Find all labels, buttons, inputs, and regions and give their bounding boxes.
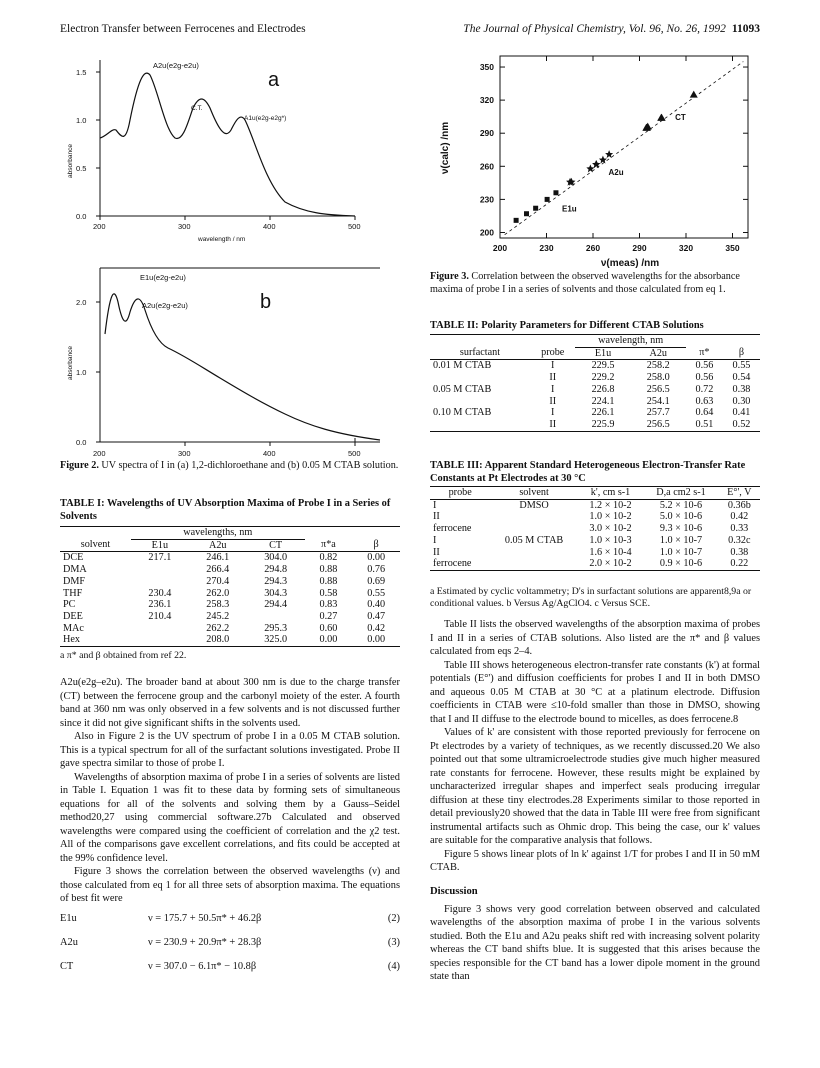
table-cell: 0.38 (730, 546, 749, 558)
data-point-a2u (592, 160, 600, 168)
table-row (60, 576, 400, 588)
panel-b-ytick: 0.0 (76, 438, 87, 447)
table-cell: 0.30 (732, 395, 751, 407)
paragraph: Wavelengths of absorption maxima of probe I in a series of solvents are listed in Table I. Equation 1 was fit to these data by forming sets of simultaneous equations for all of the solvents and solving them by a Gauss–Seidel method20,27 using commercial software.27b Calculated and observed wavelengths were compared using the coefficient of correlation and the χ2 test. All of the comparisons gave excellent correlations, and fits could be accepted at the 99% confidence level. (60, 771, 400, 864)
equation-label: E1u (60, 912, 77, 924)
table-cell: 225.9 (591, 419, 615, 431)
table-cell: Hex (63, 634, 80, 646)
header-right (463, 22, 760, 37)
table-cell: 304.3 (264, 587, 288, 599)
table-cell: 294.3 (264, 575, 288, 587)
data-point-ct (690, 91, 698, 98)
table-cell: 256.5 (646, 419, 670, 431)
table-cell: 1.0 × 10-3 (589, 534, 632, 546)
panel-a-ytick: 1.5 (76, 68, 87, 77)
table-cell: 2.0 × 10-2 (589, 558, 632, 570)
table-cell: 257.7 (646, 407, 670, 419)
table-cell: DMF (63, 575, 86, 587)
data-point-ct (658, 114, 666, 121)
left-column-text (60, 676, 400, 976)
equation-text: ν = 175.7 + 50.5π* + 46.2β (148, 912, 262, 924)
table2 (430, 334, 760, 432)
table-cell: 0.42 (730, 511, 749, 523)
equation-label: CT (60, 960, 74, 972)
panel-b-ytick: 2.0 (76, 298, 87, 307)
table2-col-header: surfactant (459, 347, 501, 359)
table-cell: II (549, 395, 557, 407)
series-label: A2u (608, 168, 624, 178)
journal-citation: The Journal of Physical Chemistry, Vol. 96, No. 26, 1992 (463, 23, 726, 35)
table-cell: 0.40 (367, 599, 386, 611)
table-cell (490, 558, 577, 570)
table-row (430, 396, 760, 408)
equation-list (60, 912, 400, 976)
table3-col-header: solvent (519, 487, 549, 498)
panel-a-xtick: 300 (178, 222, 191, 231)
paragraph: Table III shows heterogeneous electron-transfer rate constants (k') at formal potentials (E°') and diffusion coefficients for probes I and II in both DMSO and aqueous 0.05 M CTAB at 30 °C at a platinum electrode. Diffusion coefficients in CTAB were ≤10-fold smaller than those in DMSO, showing that I and II diffuse to the electrode bound to micelles, as does ferrocene.8 (430, 659, 760, 725)
data-point-e1u (524, 211, 529, 216)
table3-col-header: k', cm s-1 (590, 487, 631, 498)
table-row (430, 558, 760, 570)
table-cell: 0.47 (367, 611, 386, 623)
table-row (430, 535, 760, 547)
table-cell: 226.1 (591, 407, 615, 419)
figure3-plot-area (480, 56, 748, 253)
table-cell: DMSO (519, 499, 549, 511)
table-cell: 0.22 (730, 558, 749, 570)
table-cell: 258.0 (646, 372, 670, 384)
table-cell (131, 564, 189, 576)
table-cell: 236.1 (148, 599, 172, 611)
figure2-caption (60, 460, 400, 473)
paragraph: Also in Figure 2 is the UV spectrum of probe I in a 0.05 M CTAB solution. This is a typical spectrum for all of the surfactant solutions investigated. Probe II gave spectra similar to those of probe I. (60, 731, 400, 770)
table-row (430, 499, 760, 511)
table1-col-header: solvent (80, 539, 111, 551)
panel-a-ylabel: absorbance (67, 144, 74, 178)
table-cell: 0.00 (319, 634, 338, 646)
table-row (430, 523, 760, 535)
figure2-panel-a (60, 50, 400, 248)
y-tick-label: 200 (479, 227, 494, 238)
table-cell: 210.4 (148, 611, 172, 623)
table1-col-header: E1u (151, 539, 169, 551)
equation-label: A2u (60, 936, 78, 948)
table1-group-header: wavelengths, nm (131, 527, 305, 540)
page-number: 11093 (731, 23, 760, 35)
data-point-e1u (514, 218, 519, 223)
table-cell (247, 611, 305, 623)
table-cell: ferrocene (433, 558, 472, 570)
table-cell: 224.1 (591, 395, 615, 407)
equation-number: (2) (387, 912, 400, 924)
table-row (60, 552, 400, 564)
table-cell: 0.00 (367, 552, 386, 564)
table-cell: 0.82 (319, 552, 338, 564)
table-cell (430, 419, 530, 431)
y-tick-label: 260 (479, 161, 494, 172)
table-cell: 226.8 (591, 383, 615, 395)
fit-line (505, 62, 744, 235)
table3-footnote: a Estimated by cyclic voltammetry; D's in surfactant solutions are apparent8,9a or conditional values. b Versus Ag/AgClO4. c Versus SCE. (430, 586, 752, 610)
table-cell: I (551, 407, 555, 419)
table-cell: 0.10 M CTAB (433, 407, 492, 419)
table-row (60, 599, 400, 611)
table-cell: 0.58 (319, 587, 338, 599)
table-cell: 230.4 (148, 587, 172, 599)
table-cell: 0.88 (319, 575, 338, 587)
table-cell: 262.0 (206, 587, 230, 599)
paragraph: Figure 3 shows very good correlation between observed and calculated wavelengths of the absorption maxima of probe I in the various solvents studied. Both the E1u and A2u peaks shift red with increasing solvent polarity whereas the CT band shifts blue. It is suggested that this arises because the species responsible for the CT band has a lower dipole moment in the ground state than (430, 903, 760, 983)
table-cell: 294.8 (264, 564, 288, 576)
table-row (430, 360, 760, 372)
table-cell: 294.4 (264, 599, 288, 611)
table-cell: 0.83 (319, 599, 338, 611)
panel-a-letter: a (268, 69, 280, 91)
table-cell: II (433, 511, 440, 523)
table-cell: 0.01 M CTAB (433, 360, 492, 372)
table-cell: 0.55 (732, 360, 751, 372)
y-tick-label: 290 (479, 128, 494, 139)
equation-number: (3) (387, 936, 400, 948)
table-cell: II (549, 419, 557, 431)
series-label: E1u (562, 204, 577, 214)
table2-body (430, 360, 760, 431)
paragraph: Table II lists the observed wavelengths of the absorption maxima of probes I and II in a series of CTAB solutions. Also listed are the π* and β values calculated from eqs 2–4. (430, 619, 760, 658)
table1-col-header: π*a (321, 539, 336, 551)
table3-body (430, 499, 760, 570)
table-cell: PC (63, 599, 76, 611)
panel-a-xtick: 500 (348, 222, 361, 231)
equation-text: ν = 307.0 − 6.1π* − 10.8β (148, 960, 257, 972)
table-cell: THF (63, 587, 83, 599)
table1-footnote: a π* and β obtained from ref 22. (60, 650, 187, 661)
table-cell: 0.56 (695, 360, 714, 372)
panel-a-annotation-a1u: A1u(e2g-e2g*) (244, 115, 287, 122)
panel-a-ytick: 0.0 (76, 212, 87, 221)
table-row (430, 384, 760, 396)
table2-col-header: E1u (594, 347, 612, 359)
panel-b-annotation-a2u: A2u(e2g-e2u) (142, 301, 188, 310)
table-row (60, 588, 400, 600)
data-point-a2u (586, 165, 594, 173)
table-cell: 254.1 (646, 395, 670, 407)
table-cell: 0.27 (319, 611, 338, 623)
table-cell: 0.38 (732, 383, 751, 395)
section-heading: Discussion (430, 885, 478, 897)
x-tick-label: 290 (632, 243, 647, 253)
table-cell: 5.0 × 10-6 (659, 511, 703, 523)
table-cell: 208.0 (206, 634, 230, 646)
data-point-a2u (599, 156, 607, 164)
table1-col-header: β (373, 539, 379, 551)
equation-row (60, 960, 400, 976)
table-cell: DEE (63, 611, 83, 623)
data-point-e1u (533, 206, 538, 211)
data-point-e1u (553, 190, 558, 195)
equation-text: ν = 230.9 + 20.9π* + 28.3β (148, 936, 262, 948)
table-cell: 0.05 M CTAB (433, 383, 492, 395)
figure2-caption-label: Figure 2. (60, 460, 99, 471)
table2-col-header: β (738, 347, 745, 359)
y-tick-label: 320 (479, 95, 494, 106)
equation-row (60, 912, 400, 928)
figure3-caption-label: Figure 3. (430, 271, 469, 282)
table-row (430, 407, 760, 419)
panel-a-ytick: 0.5 (76, 164, 87, 173)
table-cell: 0.54 (732, 372, 751, 384)
figure3-chart (430, 48, 760, 270)
table-cell: DCE (63, 552, 84, 564)
table-cell: II (549, 372, 557, 384)
table-cell (490, 547, 577, 559)
table-cell: 304.0 (264, 552, 288, 564)
table-cell: DMA (63, 564, 87, 576)
table-cell: 256.5 (646, 383, 670, 395)
table1-col-header: A2u (208, 539, 227, 551)
table-row (430, 511, 760, 523)
x-tick-label: 320 (678, 243, 694, 253)
table-cell: 1.2 × 10-2 (589, 499, 632, 511)
table-cell: 0.64 (695, 407, 714, 419)
table-cell: 1.0 × 10-7 (659, 546, 703, 558)
x-tick-label: 230 (539, 243, 554, 253)
x-tick-label: 350 (725, 243, 740, 253)
panel-a-spectrum (100, 73, 355, 216)
right-column-text (430, 618, 760, 984)
table-cell: 266.4 (206, 564, 230, 576)
table-cell: 245.2 (206, 611, 230, 623)
table-cell: 0.51 (695, 419, 714, 431)
y-tick-label: 230 (479, 194, 494, 205)
figure3-ylabel: ν(calc) /nm (440, 121, 451, 175)
table-cell: 295.3 (264, 622, 288, 634)
table-cell (131, 623, 189, 635)
table-cell: 1.6 × 10-4 (589, 546, 632, 558)
table-row (430, 419, 760, 431)
header-left: Electron Transfer between Ferrocenes and Electrodes (60, 23, 306, 35)
table-cell (430, 396, 530, 408)
table-cell: I (433, 534, 437, 546)
panel-a-ytick: 1.0 (76, 116, 87, 125)
figure2-panel-b (60, 262, 400, 458)
data-point-ct (644, 123, 652, 130)
table-cell: 229.2 (591, 372, 615, 384)
table-cell (131, 576, 189, 588)
panel-b-spectrum (105, 294, 380, 440)
table-cell: 0.9 × 10-6 (659, 558, 703, 570)
table-cell: 246.1 (206, 552, 230, 564)
table-cell (430, 372, 530, 384)
x-tick-label: 260 (585, 243, 601, 253)
table-row (430, 372, 760, 384)
table-cell: MAc (63, 622, 84, 634)
figure2-caption-text: UV spectra of I in (a) 1,2-dichloroethane and (b) 0.05 M CTAB solution. (101, 460, 399, 471)
table-cell: 0.42 (367, 622, 386, 634)
paragraph: Figure 3 shows the correlation between the observed wavelengths (ν) and those calculated from eq 1 for all three sets of absorption maxima. The equations of best fit were (60, 866, 400, 905)
table-cell: 0.00 (367, 634, 386, 646)
table-row (60, 611, 400, 623)
paragraph: Values of k' are consistent with those reported previously for ferrocene on Pt electrodes by a variety of techniques, as we recently discussed.20 We also pointed out that some ultramicroelectrode studies give much higher measured rate constants for ferrocene. However, these results might be explained by uncharacterized irregular shapes and imperfect seals producing irregular diffusion at these tiny electrodes.28 Experiments similar to those reported in detail previously20 showed that the data in Table III were free from significant instrumental artifacts such as Ohmic drop. This being the case, our k' values are suitable for the comparative analysis that follows. (430, 727, 760, 847)
table-cell: 1.0 × 10-2 (589, 511, 632, 523)
panel-a-annotation-ct: C.T. (191, 105, 203, 112)
table-cell: I (551, 360, 555, 372)
table-cell: 258.2 (646, 360, 670, 372)
table-cell (131, 634, 189, 646)
paragraph: Figure 5 shows linear plots of ln k' against 1/T for probes I and II in 50 mM CTAB. (430, 848, 760, 874)
table1 (60, 526, 400, 647)
x-tick-label: 200 (492, 243, 508, 253)
table2-group-header: wavelength, nm (575, 335, 685, 348)
table-row (60, 623, 400, 635)
table-cell: 0.56 (695, 372, 714, 384)
table1-title: TABLE I: Wavelengths of UV Absorption Maxima of Probe I in a Series of Solvents (60, 498, 391, 522)
table-cell: 0.69 (367, 575, 386, 587)
table-cell (490, 523, 577, 535)
table-cell: 262.2 (206, 622, 230, 634)
table-cell: 0.55 (367, 587, 386, 599)
table3-col-header: D,a cm2 s-1 (656, 487, 706, 498)
table-cell: 229.5 (591, 360, 615, 372)
panel-b-xtick: 200 (93, 449, 106, 458)
table-row (60, 634, 400, 646)
table1-body (60, 552, 400, 647)
table-cell: 270.4 (206, 575, 230, 587)
table-cell: 325.0 (264, 634, 288, 646)
table-cell: 0.63 (695, 395, 714, 407)
table-cell: 258.3 (206, 599, 230, 611)
table2-col-header: probe (541, 347, 565, 359)
panel-a-xtick: 400 (263, 222, 276, 231)
table-cell: 0.32c (728, 534, 751, 546)
table-cell: 3.0 × 10-2 (589, 523, 632, 535)
table-cell: 0.05 M CTAB (504, 534, 564, 546)
table-cell: 0.60 (319, 622, 338, 634)
table-cell: 0.41 (732, 407, 751, 419)
table-cell (490, 511, 577, 523)
table2-col-header: A2u (649, 347, 668, 359)
table-cell: 217.1 (148, 552, 172, 564)
table3-col-header: probe (448, 487, 472, 498)
table-cell: 0.33 (730, 523, 749, 535)
figure3-caption-text: Correlation between the observed wavelengths for the absorbance maxima of probe I in a series of solvents and those calculated from eq 1. (430, 271, 740, 295)
table-cell: I (433, 499, 437, 511)
figure3-caption (430, 271, 760, 297)
table-cell: 0.76 (367, 564, 386, 576)
table-cell: ferrocene (433, 523, 472, 535)
panel-b-ylabel: absorbance (67, 346, 74, 380)
table-cell: 5.2 × 10-6 (659, 499, 703, 511)
table-cell: I (551, 383, 555, 395)
panel-b-xtick: 300 (178, 449, 191, 458)
table-cell: 0.88 (319, 564, 338, 576)
table3-title: TABLE III: Apparent Standard Heterogeneous Electron-Transfer Rate Constants at Pt Electrodes at 30 °C (430, 460, 746, 484)
table2-col-header: π* (699, 347, 710, 359)
data-point-e1u (545, 197, 550, 202)
running-header (60, 22, 760, 38)
figure3-xlabel: ν(meas) /nm (600, 258, 660, 269)
table-cell: 9.3 × 10-6 (659, 523, 703, 535)
table3 (430, 486, 760, 571)
table-cell: 0.52 (732, 419, 751, 431)
panel-b-annotation-e1u: E1u(e2g-e2u) (140, 273, 186, 282)
paragraph: A2u(e2g–e2u). The broader band at about 300 nm is due to the charge transfer (CT) between the ferrocene group and the carbonyl moiety of the ester. A fourth band at 360 nm was only observed in a few solvents and is not discussed further since it did not give significant shifts in the solvents used. (60, 677, 400, 729)
table-cell: II (433, 546, 440, 558)
table3-col-header: E°', V (727, 487, 752, 498)
table1-col-header: CT (269, 539, 283, 551)
table-row (60, 564, 400, 576)
panel-a-annotation-a2u: A2u(e2g-e2u) (153, 61, 199, 70)
y-tick-label: 350 (479, 62, 494, 73)
table-cell: 0.72 (695, 383, 714, 395)
table-cell: 0.36b (727, 499, 751, 511)
panel-a-xlabel: wavelength / nm (198, 236, 246, 243)
panel-b-letter: b (260, 291, 272, 313)
series-label: CT (675, 112, 686, 122)
panel-a-xtick: 200 (93, 222, 106, 231)
table2-title: TABLE II: Polarity Parameters for Different CTAB Solutions (430, 320, 704, 331)
panel-b-xtick: 400 (263, 449, 276, 458)
panel-b-xtick: 500 (348, 449, 361, 458)
table-cell: 1.0 × 10-7 (659, 534, 703, 546)
equation-row (60, 936, 400, 952)
equation-number: (4) (387, 960, 400, 972)
table-row (430, 547, 760, 559)
panel-b-ytick: 1.0 (76, 368, 87, 377)
